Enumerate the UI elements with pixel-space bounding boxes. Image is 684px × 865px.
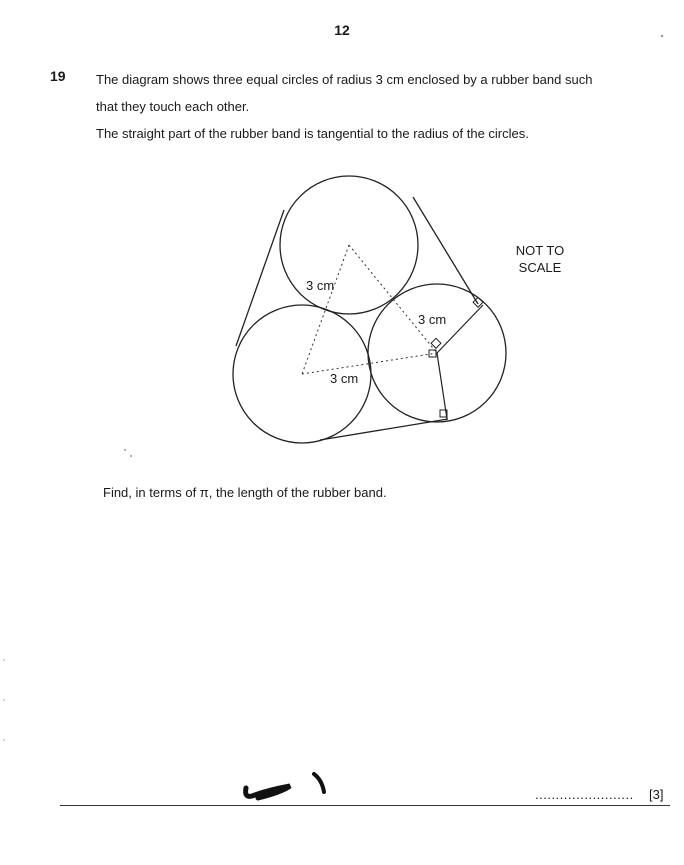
page-number: 12 (334, 22, 350, 38)
answer-line[interactable]: ........................ (535, 787, 634, 802)
question-number: 19 (50, 68, 66, 84)
question-line-3: The straight part of the rubber band is tangential to the radius of the circles. (96, 126, 529, 141)
label-radius-top: 3 cm (306, 278, 335, 293)
question-line-2: that they touch each other. (96, 99, 250, 114)
answer-marks: [3] (649, 787, 664, 802)
note-line-1: NOT TO (515, 243, 565, 258)
question-instruction: Find, in terms of π, the length of the rubber band. (103, 485, 387, 500)
question-line-1: The diagram shows three equal circles of radius 3 cm enclosed by a rubber band such (96, 72, 593, 87)
label-radius-right: 3 cm (418, 312, 447, 327)
label-radius-bottom: 3 cm (330, 371, 359, 386)
note-line-2: SCALE (518, 260, 562, 275)
